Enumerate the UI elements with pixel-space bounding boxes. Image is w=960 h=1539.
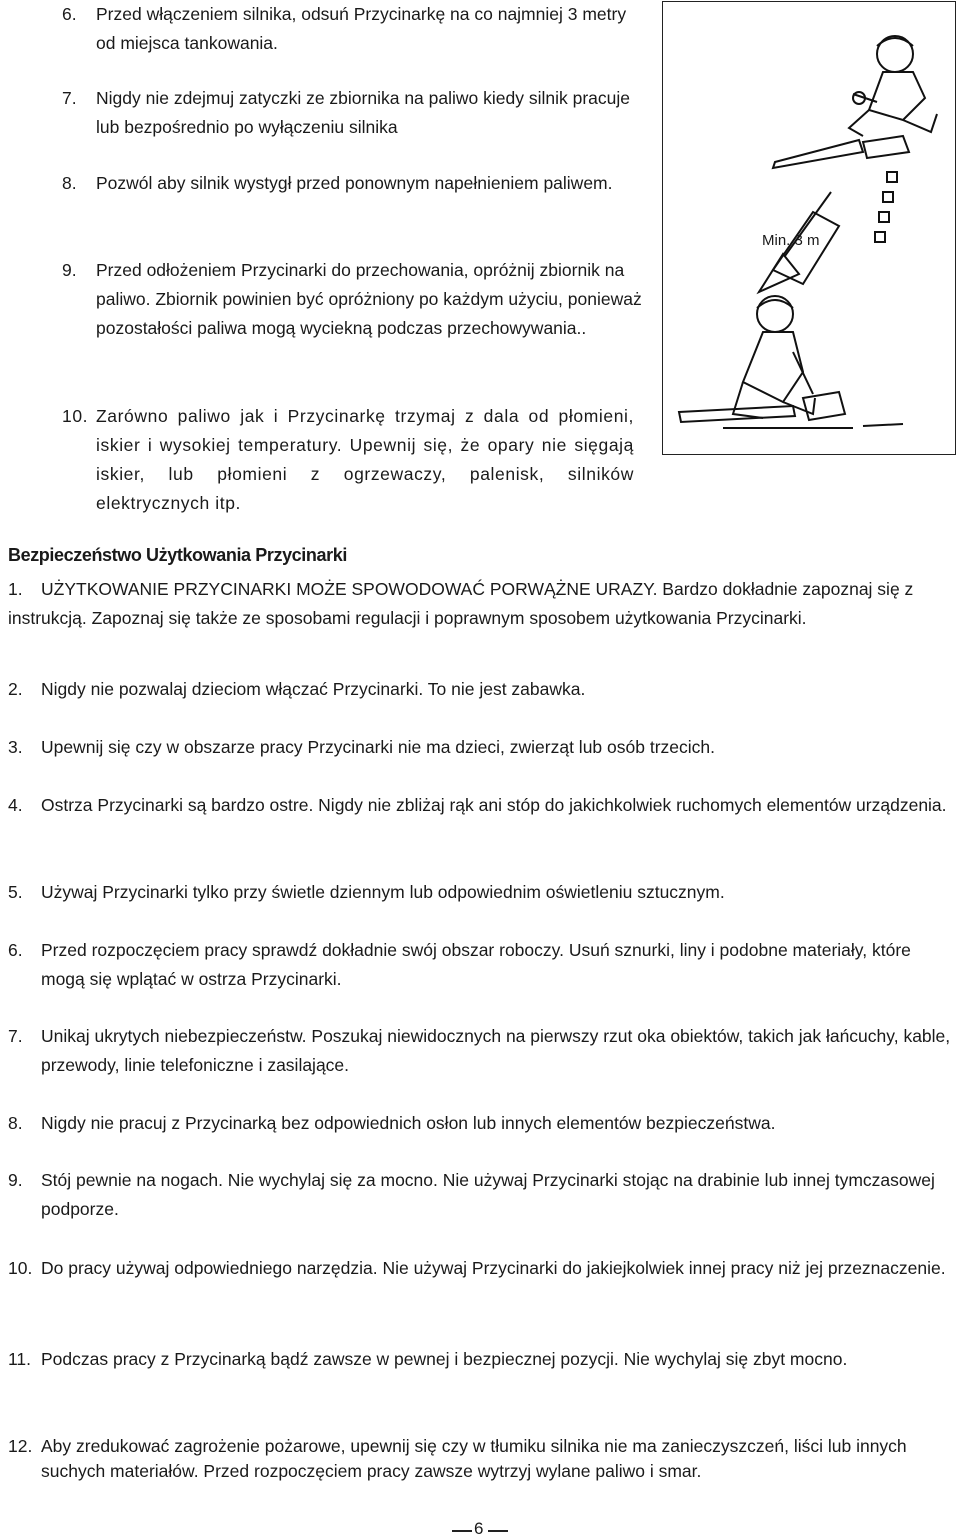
item-number: 9. bbox=[62, 260, 77, 280]
item-text: Upewnij się czy w obszarze pracy Przycinarki nie ma dzieci, zwierząt lub osób trzecich. bbox=[41, 737, 715, 757]
item-number: 12. bbox=[8, 1436, 33, 1456]
item-text: Nigdy nie zdejmuj zatyczki ze zbiornika na paliwo kiedy silnik pracuje lub bezpośrednio po wyłączeniu silnika bbox=[96, 88, 630, 137]
list-item bbox=[8, 1109, 956, 1138]
list-item bbox=[62, 84, 647, 142]
item-text: Nigdy nie pozwalaj dzieciom włączać Przycinarki. To nie jest zabawka. bbox=[41, 679, 586, 699]
item-text: Używaj Przycinarki tylko przy świetle dziennym lub odpowiednim oświetleniu sztucznym. bbox=[41, 882, 725, 902]
list-item bbox=[8, 1166, 956, 1224]
item-text: Podczas pracy z Przycinarką bądź zawsze w pewnej i bezpiecznej pozycji. Nie wychylaj się zbyt mocno. bbox=[41, 1349, 848, 1369]
item-text: Do pracy używaj odpowiedniego narzędzia. Nie używaj Przycinarki do jakiejkolwiek innej pracy niż jej przeznaczenie. bbox=[41, 1258, 946, 1278]
list-item bbox=[8, 791, 956, 820]
list-item bbox=[62, 256, 652, 343]
footer-dash-left bbox=[452, 1530, 472, 1532]
list-item bbox=[62, 169, 647, 198]
list-item bbox=[62, 402, 634, 518]
section-title: Bezpieczeństwo Użytkowania Przycinarki bbox=[8, 545, 347, 565]
item-text: Przed rozpoczęciem pracy sprawdź dokładnie swój obszar roboczy. Usuń sznurki, liny i podobne materiały, które mogą się wplątać w ostrza Przycinarki. bbox=[41, 940, 911, 989]
item-text: Przed odłożeniem Przycinarki do przechowania, opróżnij zbiornik na paliwo. Zbiornik powinien być opróżniony po każdym użyciu, ponieważ pozostałości paliwa mogą wyciekną podczas przechowywania.. bbox=[96, 260, 642, 338]
item-text: Zarówno paliwo jak i Przycinarkę trzymaj z dala od płomieni, iskier i wysokiej temperatury. Upewnij się, że opary nie sięgają iskier, lub płomieni z ogrzewaczy, palenisk, silników elektrycznych itp. bbox=[96, 406, 634, 513]
item-number: 10. bbox=[8, 1258, 33, 1278]
distance-label: Min. 3 m bbox=[762, 232, 820, 249]
item-number: 9. bbox=[8, 1170, 23, 1190]
list-item bbox=[8, 936, 956, 994]
list-item bbox=[8, 1254, 956, 1283]
page-footer bbox=[452, 1519, 508, 1539]
item-text: Przed włączeniem silnika, odsuń Przycinarkę na co najmniej 3 metry od miejsca tankowania. bbox=[96, 4, 627, 53]
item-number: 6. bbox=[62, 4, 77, 24]
item-text: Stój pewnie na nogach. Nie wychylaj się za mocno. Nie używaj Przycinarki stojąc na drabinie lub innej tymczasowej podporze. bbox=[41, 1170, 935, 1219]
list-item bbox=[8, 733, 956, 762]
item-number: 4. bbox=[8, 795, 23, 815]
item-number: 10. bbox=[62, 406, 89, 426]
item-text: Aby zredukować zagrożenie pożarowe, upewnij się czy w tłumiku silnika nie ma zanieczyszczeń, liści lub innych suchych materiałów. Przed rozpoczęciem pracy zawsze wytrzyj wylane paliwo i smar. bbox=[41, 1436, 907, 1481]
list-item bbox=[62, 0, 647, 58]
list-item bbox=[8, 575, 956, 633]
list-item bbox=[8, 1022, 956, 1080]
item-number: 8. bbox=[8, 1113, 23, 1133]
footer-dash-right bbox=[488, 1530, 508, 1532]
item-text: Unikaj ukrytych niebezpieczeństw. Poszukaj niewidocznych na pierwszy rzut oka obiektów, takich jak łańcuchy, kable, przewody, linie telefoniczne i zasilające. bbox=[41, 1026, 951, 1075]
safety-distance-illustration bbox=[662, 1, 956, 455]
list-item bbox=[8, 1434, 956, 1484]
item-number: 7. bbox=[62, 88, 77, 108]
list-item bbox=[8, 675, 956, 704]
item-number: 2. bbox=[8, 679, 23, 699]
item-number: 11. bbox=[8, 1349, 32, 1369]
item-text: UŻYTKOWANIE PRZYCINARKI MOŻE SPOWODOWAĆ PORWĄŻNE URAZY. Bardzo dokładnie zapoznaj się z instrukcją. Zapoznaj się także ze sposobami regulacji i poprawnym sposobem użytkowania Przycinarki. bbox=[8, 579, 914, 628]
page-number: 6 bbox=[474, 1519, 484, 1538]
item-number: 8. bbox=[62, 173, 77, 193]
hedge-trimmer-refuel-illustration bbox=[663, 2, 955, 454]
item-number: 5. bbox=[8, 882, 23, 902]
item-number: 3. bbox=[8, 737, 23, 757]
list-item bbox=[8, 878, 956, 907]
item-number: 1. bbox=[8, 579, 23, 599]
item-text: Ostrza Przycinarki są bardzo ostre. Nigdy nie zbliżaj rąk ani stóp do jakichkolwiek ruchomych elementów urządzenia. bbox=[41, 795, 947, 815]
item-number: 7. bbox=[8, 1026, 23, 1046]
item-text: Nigdy nie pracuj z Przycinarką bez odpowiednich osłon lub innych elementów bezpieczeństwa. bbox=[41, 1113, 776, 1133]
item-number: 6. bbox=[8, 940, 23, 960]
list-item bbox=[8, 1347, 956, 1372]
item-text: Pozwól aby silnik wystygł przed ponownym napełnieniem paliwem. bbox=[96, 173, 613, 193]
